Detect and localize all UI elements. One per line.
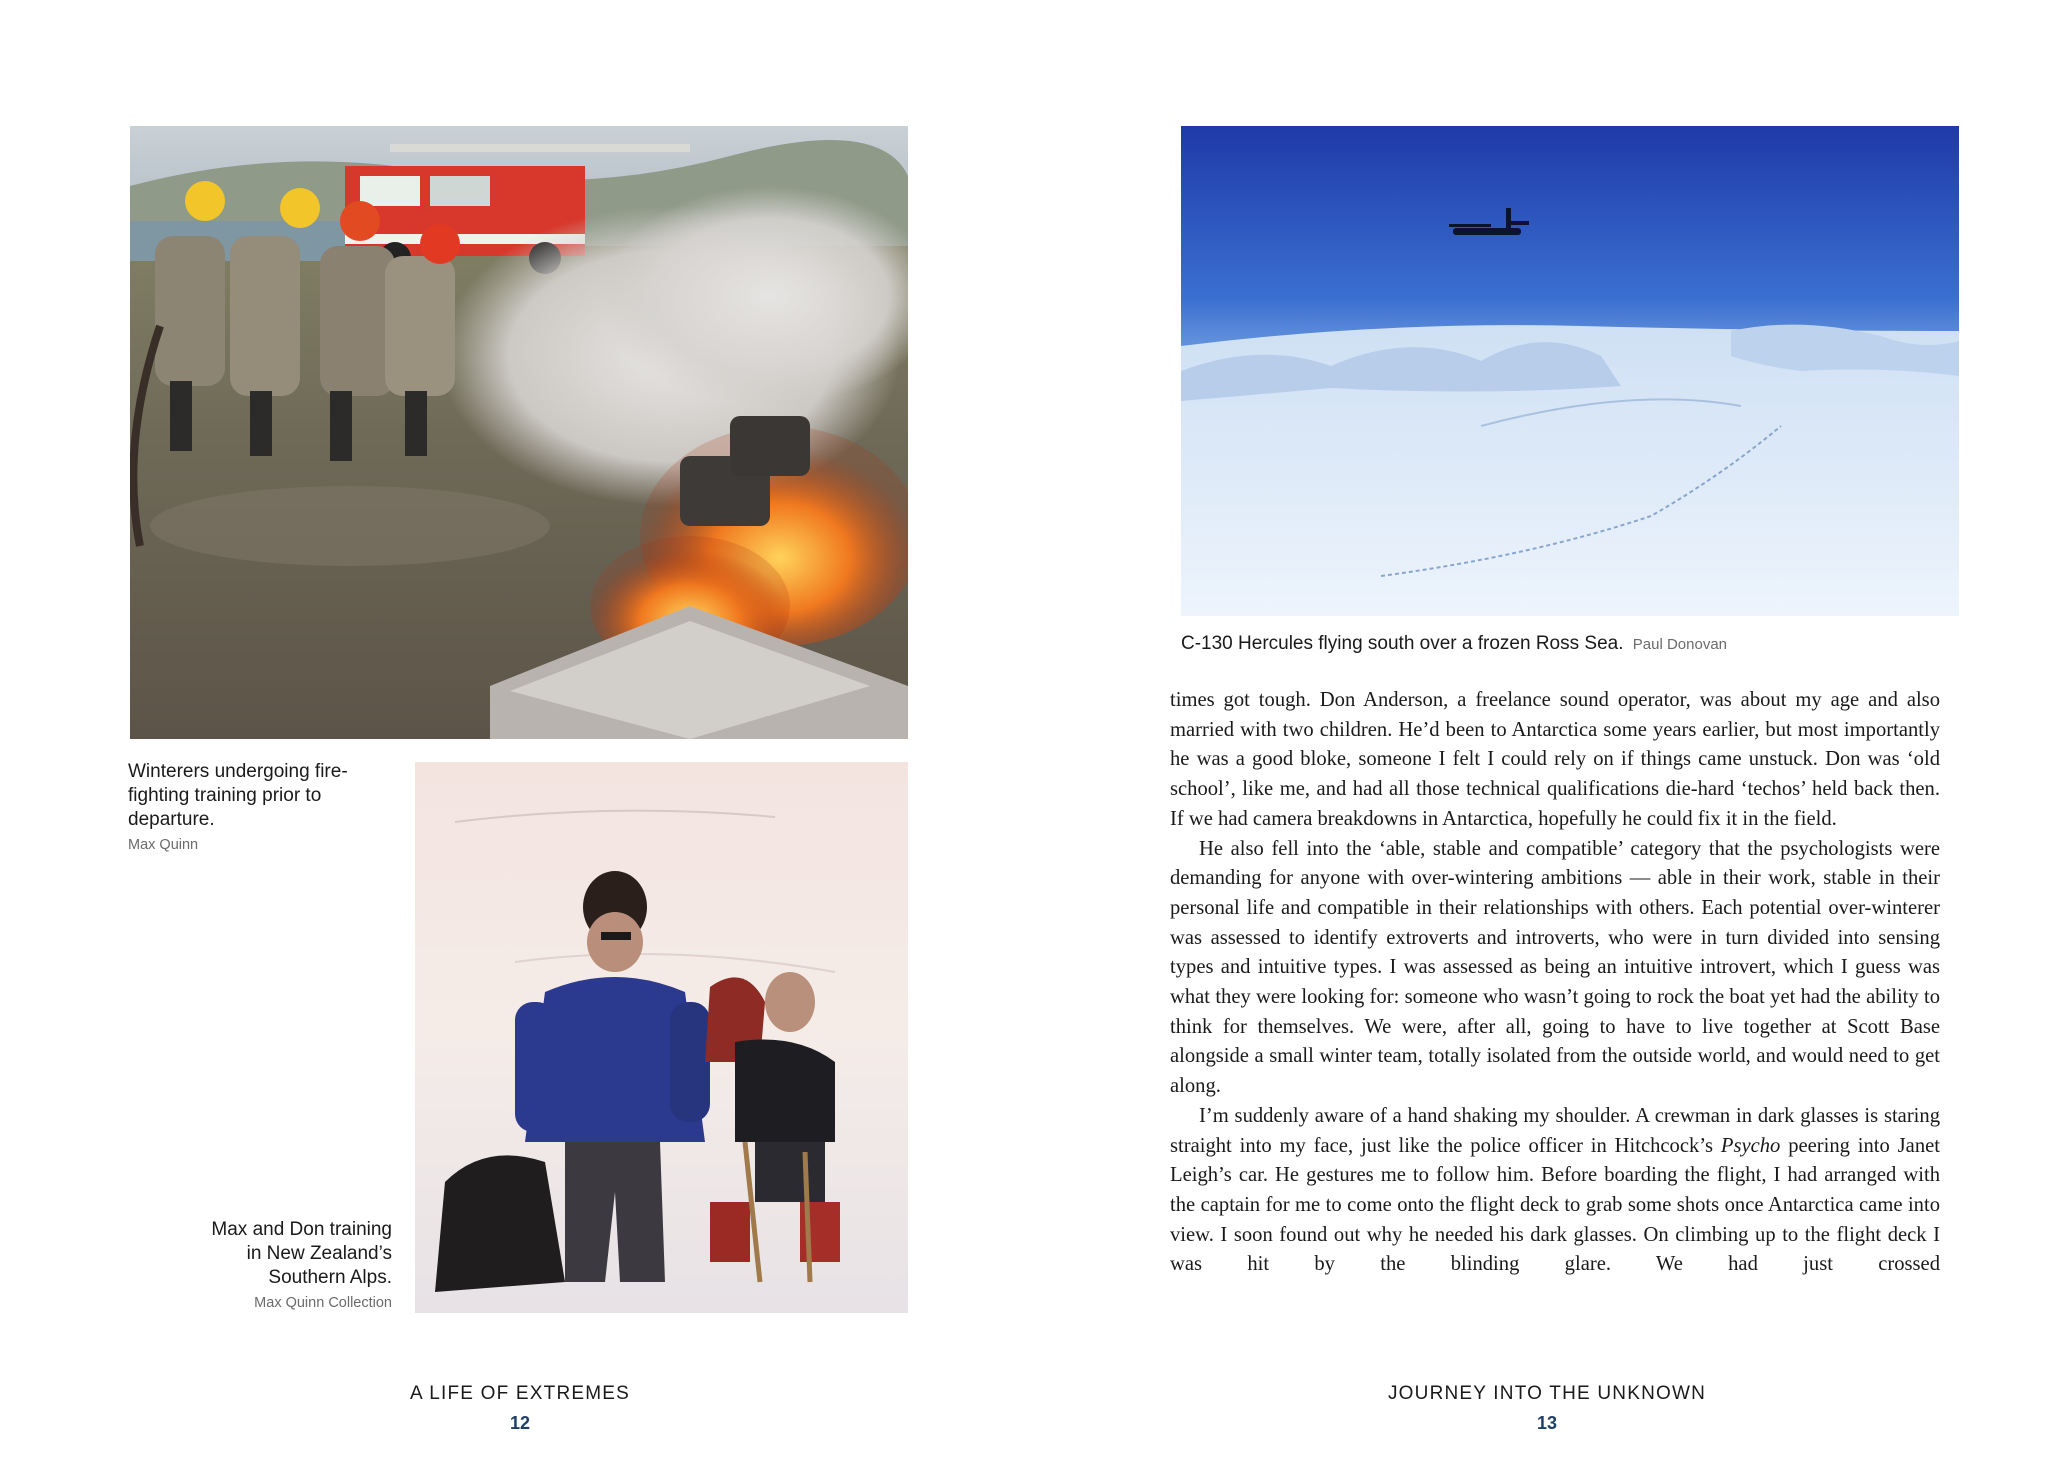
fire-training-photo bbox=[130, 126, 908, 739]
caption-line-3: Southern Alps. bbox=[268, 1267, 392, 1288]
paragraph-1: times got tough. Don Anderson, a freelance sound operator, was about my age and also married with two children. He’d been to Antarctica some years earlier, but most importantly he was a good bloke, someone I felt I could rely on if things came unstuck. Don was ‘old school’, like me, and had all those technical qualifications die-hard ‘techos’ held back then. If we had camera breakdowns in Antarctica, hopefully he could fix it in the field. bbox=[1170, 689, 1940, 830]
caption-line-2: in New Zealand’s bbox=[246, 1243, 392, 1264]
body-text bbox=[1170, 686, 1940, 1280]
hercules-caption bbox=[1181, 633, 1727, 655]
alps-training-photo bbox=[415, 762, 908, 1313]
paragraph-2: He also fell into the ‘able, stable and compatible’ category that the psychologists were demanding for anyone with over-wintering ambitions — able in their work, stable in their personal life and compatible in their relationships with others. Each potential over-winterer was assessed to identify extroverts and introverts, who were in turn divided into sensing types and intuitive types. I was assessed as being an intuitive introvert, which I guess was what they were looking for: someone who wasn’t going to rock the boat yet had the ability to think for themselves. We were, after all, going to have to live together at Scott Base alongside a small winter team, totally isolated from the outside world, and would need to get along. bbox=[1170, 837, 1940, 1098]
alps-training-caption bbox=[130, 1218, 392, 1314]
running-head-left: A LIFE OF EXTREMES bbox=[409, 1383, 631, 1404]
paragraph-3-start: I’m suddenly aware of a hand shaking my shoulder. A crewman in dark glasses is staring straight into my face, just like the police officer in Hitchcock’s bbox=[1170, 1104, 1940, 1157]
hercules-photo bbox=[1181, 126, 1959, 616]
caption-text: C-130 Hercules flying south over a frozen Ross Sea. bbox=[1181, 633, 1624, 654]
caption-text: Winterers undergoing fire-fighting training prior to departure. bbox=[128, 761, 348, 830]
paragraph-3 bbox=[1170, 1102, 1940, 1280]
page-number-right: 13 bbox=[1536, 1413, 1558, 1433]
caption-line-1: Max and Don training bbox=[211, 1219, 392, 1240]
fire-training-caption bbox=[128, 760, 390, 856]
running-head-right: JOURNEY INTO THE UNKNOWN bbox=[1387, 1383, 1707, 1404]
photo-credit: Max Quinn Collection bbox=[254, 1295, 392, 1311]
page-number-left: 12 bbox=[509, 1413, 531, 1433]
photo-credit: Paul Donovan bbox=[1632, 636, 1728, 653]
film-title: Psycho bbox=[1720, 1134, 1781, 1157]
paragraph-3-end: peering into Janet Leigh’s car. He gestures me to follow him. Before boarding the flight, I had arranged with the captain for me to come onto the flight deck to grab some shots once Antarctica came into view. I soon found out why he needed his dark glasses. On climbing up to the flight deck I was hit by the blinding glare. We had just crossed bbox=[1170, 1134, 1940, 1276]
photo-credit: Max Quinn bbox=[128, 837, 199, 853]
